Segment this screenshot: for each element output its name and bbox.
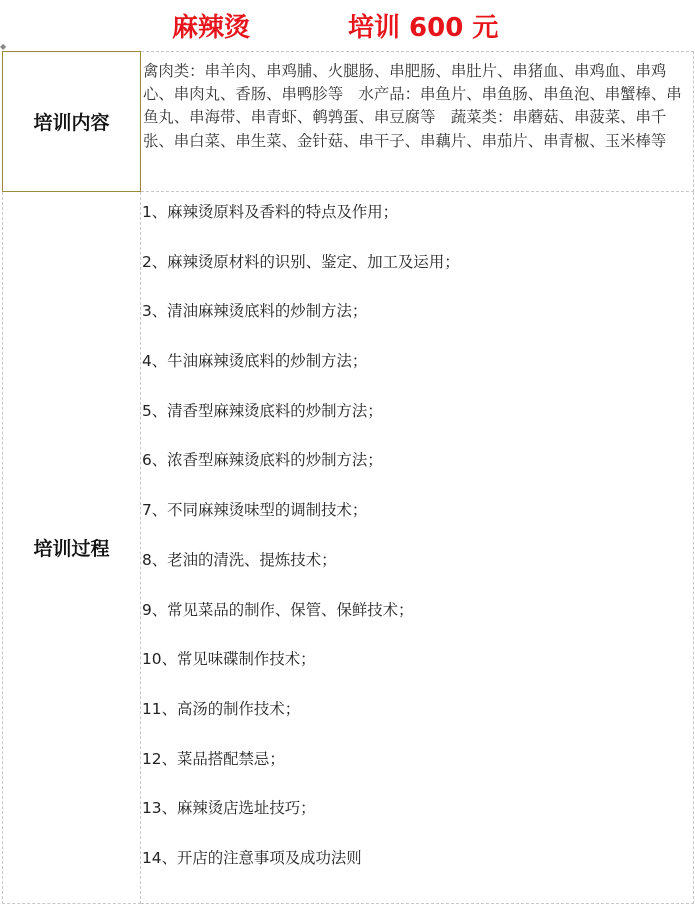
cell-anchor-icon: ◆ — [0, 42, 7, 51]
row-label-content[interactable]: 培训内容 — [3, 52, 141, 192]
list-item: 4、牛油麻辣烫底料的炒制方法； — [142, 352, 368, 371]
title-price: 培训 600 元 — [348, 13, 499, 43]
table-row-content — [3, 52, 694, 192]
list-item: 2、麻辣烫原材料的识别、鉴定、加工及运用； — [142, 252, 460, 271]
list-item: 11、高汤的制作技术； — [142, 699, 301, 718]
list-item: 13、麻辣烫店选址技巧； — [142, 799, 316, 818]
row-label-process[interactable]: 培训过程 — [3, 192, 141, 904]
steps-list — [142, 201, 693, 897]
list-item: 6、浓香型麻辣烫底料的炒制方法； — [142, 451, 383, 470]
list-item: 12、菜品搭配禁忌； — [142, 749, 285, 768]
list-item: 8、老油的清洗、提炼技术； — [142, 550, 337, 569]
title-row — [0, 0, 695, 46]
list-item: 10、常见味碟制作技术； — [142, 650, 316, 669]
list-item: 7、不同麻辣烫味型的调制技术； — [142, 501, 368, 520]
steps-cell[interactable] — [141, 192, 694, 904]
title-dish: 麻辣烫 — [172, 13, 251, 43]
list-item: 9、常见菜品的制作、保管、保鲜技术； — [142, 600, 414, 619]
content-cell[interactable]: 禽肉类：串羊肉、串鸡脯、火腿肠、串肥肠、串肚片、串猪血、串鸡血、串鸡心、串肉丸、香肠、串鸭胗等 水产品：串鱼片、串鱼肠、串鱼泡、串蟹棒、串鱼丸、串海带、串青虾、鹌鹑蛋、串豆腐等 蔬菜类：串蘑菇、串菠菜、串千张、串白菜、串生菜、金针菇、串干子、串藕片、串茄片、串青椒、玉米棒等 — [141, 52, 694, 192]
list-item: 5、清香型麻辣烫底料的炒制方法； — [142, 401, 383, 420]
list-item: 1、麻辣烫原料及香料的特点及作用； — [142, 203, 399, 221]
list-item: 14、开店的注意事项及成功法则 — [142, 848, 362, 867]
training-table — [2, 51, 694, 904]
table-row-process — [3, 192, 694, 904]
list-item: 3、清油麻辣烫底料的炒制方法； — [142, 302, 368, 321]
